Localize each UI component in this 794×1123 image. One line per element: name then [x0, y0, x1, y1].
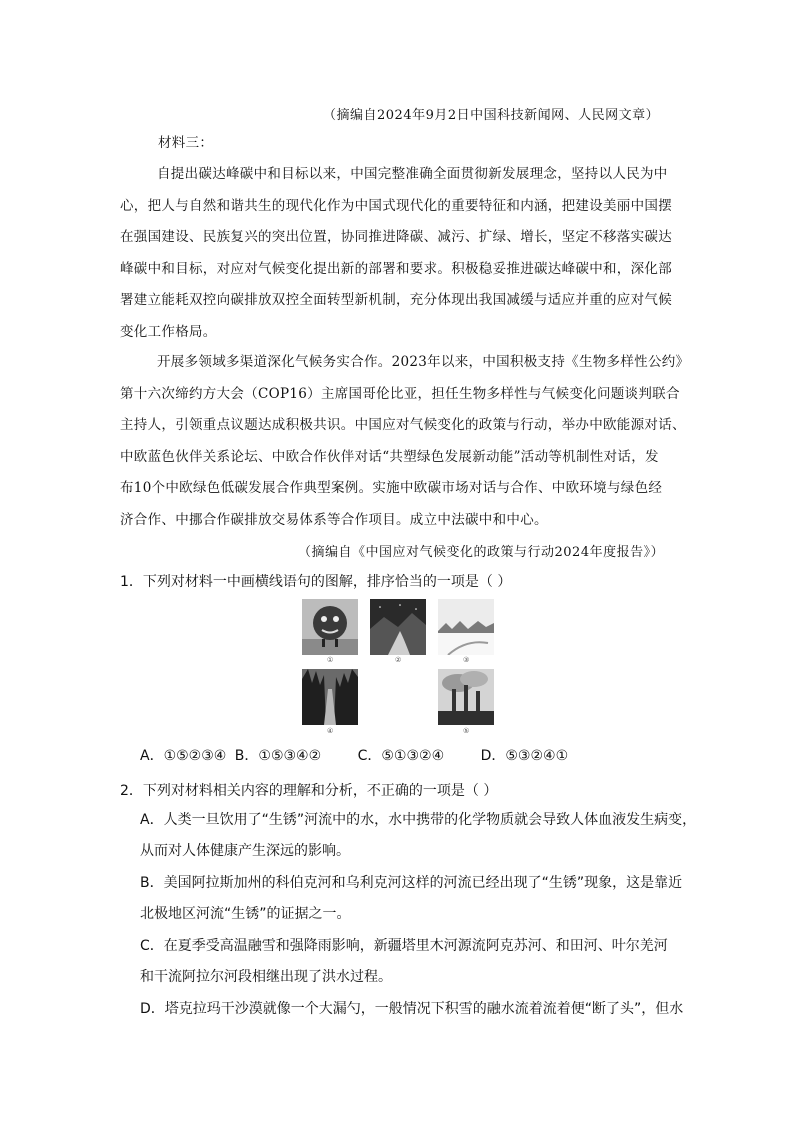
para1-line-1: 自提出碳达峰碳中和目标以来，中国完整准确全面贯彻新发展理念，坚持以人民为中: [157, 166, 668, 182]
image-3-caption: ③: [463, 656, 470, 664]
question-2-stem: 2．下列对材料相关内容的理解和分析，不正确的一项是（ ）: [120, 783, 498, 799]
option-a-line-1: A．人类一旦饮用了“生锈”河流中的水，水中携带的化学物质就会导致人体血液发生病变，: [140, 812, 697, 828]
material-3-paragraph-2: [120, 347, 690, 536]
para2-line-6: 济合作、中挪合作碳排放交易体系等合作项目。成立中法碳中和中心。: [120, 511, 548, 528]
question-2-option-c[interactable]: [140, 931, 668, 993]
option-c-line-1: C．在夏季受高温融雪和强降雨影响，新疆塔里木河源流阿克苏河、和田河、叶尔羌河: [140, 938, 668, 954]
para1-line-6: 变化工作格局。: [120, 323, 217, 340]
question-2-option-b[interactable]: [140, 868, 682, 930]
image-1-caption: ①: [327, 656, 334, 664]
material-3-heading: 材料三：: [158, 135, 214, 151]
para2-line-1: 开展多领域多渠道深化气候务实合作。2023年以来，中国积极支持《生物多样性公约》: [157, 354, 690, 370]
choice-a[interactable]: A．①⑤②③④: [140, 748, 227, 764]
image-3-snow-landscape: [438, 599, 494, 655]
para2-line-5: 布10个中欧绿色低碳发展合作典型案例。实施中欧碳市场对话与合作、中欧环境与绿色经: [120, 480, 663, 496]
image-4-forest-river: [302, 669, 358, 725]
choice-d[interactable]: D．⑤③②④①: [480, 748, 569, 764]
question-2-option-a[interactable]: [140, 805, 696, 867]
option-c-line-2: 和干流阿拉尔河段相继出现了洪水过程。: [140, 969, 392, 985]
option-b-line-1: B．美国阿拉斯加州的科伯克河和乌利克河这样的河流已经出现了“生锈”现象，这是靠近: [140, 875, 683, 891]
para2-line-2: 第十六次缔约方大会（COP16）主席国哥伦比亚，担任生物多样性与气候变化问题谈判联合: [120, 385, 680, 402]
image-2-night-river: [370, 599, 426, 655]
image-4-caption: ④: [327, 727, 334, 735]
question-2-option-d[interactable]: [140, 994, 683, 1025]
para2-line-4: 中欧蓝色伙伴关系论坛、中欧合作伙伴对话“共塑绿色发展新动能”活动等机制性对话，发: [120, 448, 659, 465]
para2-line-3: 主持人，引领重点议题达成积极共识。中国应对气候变化的政策与行动，举办中欧能源对话、: [120, 417, 686, 433]
choice-b[interactable]: B．①⑤③④②: [234, 748, 322, 764]
question-1-choices: [140, 741, 568, 772]
source-citation-1: （摘编自2024年9月2日中国科技新闻网、人民网文章）: [323, 108, 660, 123]
image-5-caption: ⑤: [463, 727, 470, 735]
question-1-stem: 1．下列对材料一中画横线语句的图解，排序恰当的一项是（ ）: [120, 574, 512, 590]
image-1-polluted-earth: [302, 599, 358, 655]
question-1-figure: [298, 598, 498, 738]
para1-line-4: 峰碳中和目标，对应对气候变化提出新的部署和要求。积极稳妥推进碳达峰碳中和，深化部: [120, 260, 672, 277]
material-3-paragraph-1: [120, 159, 680, 348]
option-d-line-1: D．塔克拉玛干沙漠就像一个大漏勺，一般情况下积雪的融水流着流着便“断了头”，但水: [140, 1001, 684, 1017]
source-citation-2: （摘编自《中国应对气候变化的政策与行动2024年度报告》）: [298, 545, 665, 560]
option-b-line-2: 北极地区河流“生锈”的证据之一。: [140, 906, 351, 922]
para1-line-2: 心，把人与自然和谐共生的现代化作为中国式现代化的重要特征和内涵，把建设美丽中国摆: [120, 197, 672, 214]
para1-line-3: 在强国建设、民族复兴的突出位置，协同推进降碳、减污、扩绿、增长，坚定不移落实碳达: [120, 229, 672, 245]
choice-c[interactable]: C．⑤①③②④: [357, 748, 445, 764]
image-5-factory-smoke: [438, 669, 494, 725]
para1-line-5: 署建立能耗双控向碳排放双控全面转型新机制，充分体现出我国减缓与适应并重的应对气候: [120, 292, 672, 308]
option-a-line-2: 从而对人体健康产生深远的影响。: [140, 843, 350, 859]
image-2-caption: ②: [395, 656, 402, 664]
